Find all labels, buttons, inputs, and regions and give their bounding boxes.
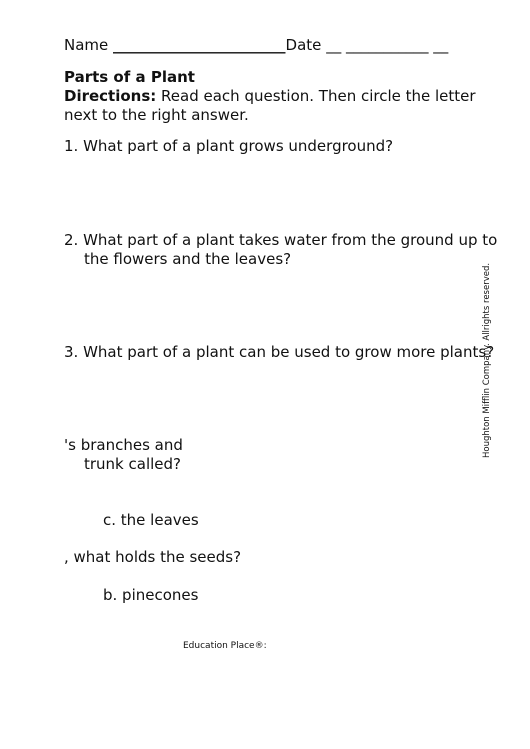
date-label: Date <box>285 36 322 54</box>
date-blank[interactable]: __ ___________ __ <box>326 36 449 54</box>
footer-text: Education Place®: <box>183 641 267 651</box>
name-label: Name <box>64 36 109 54</box>
question-2-line-1: 2. What part of a plant takes water from the ground up to <box>64 231 498 249</box>
name-blank[interactable]: _______________________ <box>113 36 286 54</box>
question-4-line-2: trunk called? <box>84 455 182 473</box>
directions-label: Directions: <box>64 87 157 105</box>
worksheet-title: Parts of a Plant <box>64 68 195 86</box>
answer-option-c[interactable]: c. the leaves <box>103 511 199 529</box>
directions <box>64 87 484 125</box>
question-2-line-2: the flowers and the leaves? <box>84 250 292 268</box>
name-date-row <box>64 36 448 54</box>
directions-text: Read each question. Then circle the letter next to the right answer. <box>64 87 476 124</box>
copyright-side-note: Houghton Mifflin Company. Allrights reserved. <box>482 262 492 458</box>
question-1: 1. What part of a plant grows underground? <box>64 137 394 155</box>
question-3: 3. What part of a plant can be used to grow more plants? <box>64 343 495 361</box>
question-4-line-1: 's branches and <box>64 436 183 454</box>
question-5: , what holds the seeds? <box>64 548 242 566</box>
answer-option-b[interactable]: b. pinecones <box>103 586 199 604</box>
